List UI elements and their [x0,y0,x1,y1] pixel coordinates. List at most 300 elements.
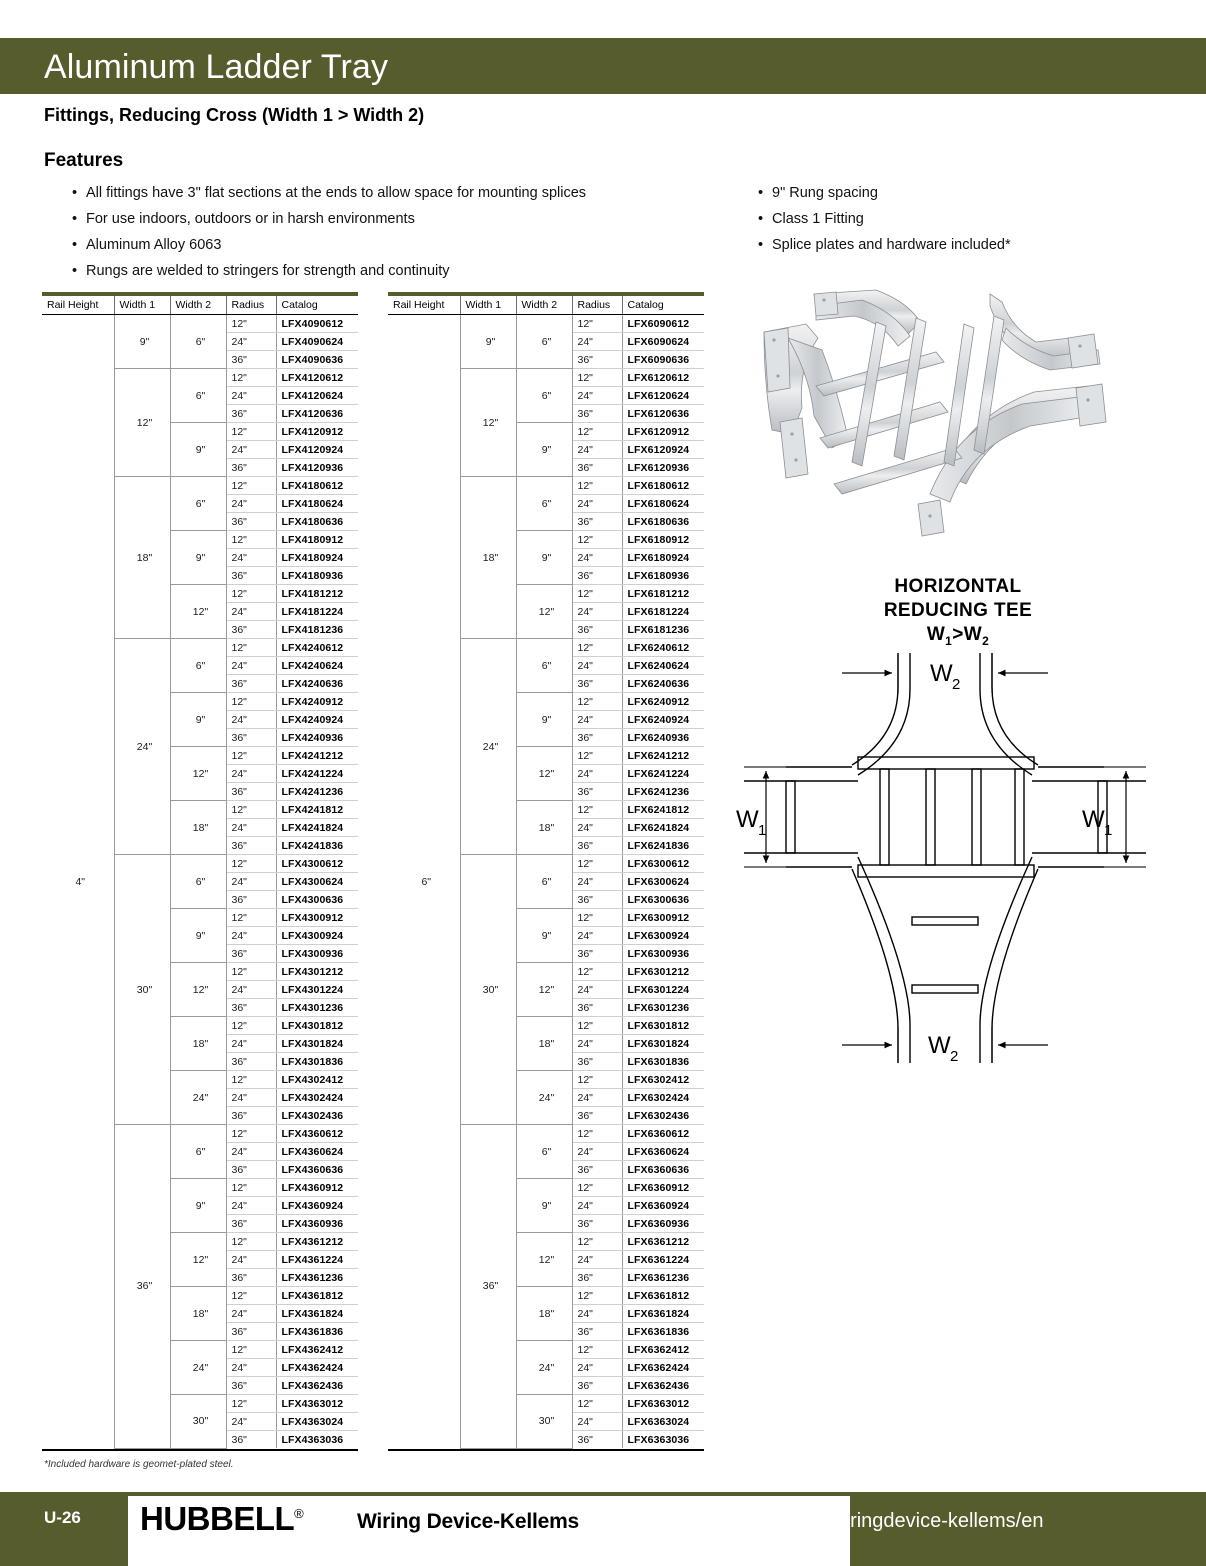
cell-radius: 24" [226,1305,276,1323]
cell-width2: 12" [170,1233,226,1287]
cell-catalog-number: LFX6180612 [622,477,704,495]
cell-radius: 24" [572,495,622,513]
cell-catalog-number: LFX6241812 [622,801,704,819]
cell-width2: 9" [516,531,572,585]
cell-radius: 36" [226,837,276,855]
cell-catalog-number: LFX6301836 [622,1053,704,1071]
page-title: Aluminum Ladder Tray [44,48,389,86]
cell-catalog-number: LFX4300624 [276,873,358,891]
cell-width2: 6" [170,477,226,531]
cell-catalog-number: LFX6363012 [622,1395,704,1413]
cell-catalog-number: LFX6240636 [622,675,704,693]
cell-catalog-number: LFX6362412 [622,1341,704,1359]
cell-radius: 36" [226,729,276,747]
cell-catalog-number: LFX4302436 [276,1107,358,1125]
cell-width2: 24" [170,1341,226,1395]
cell-catalog-number: LFX6120636 [622,405,704,423]
reducing-cross-line-diagram [730,645,1160,1075]
cell-catalog-number: LFX4361836 [276,1323,358,1341]
cell-radius: 24" [572,1413,622,1431]
cell-catalog-number: LFX4241812 [276,801,358,819]
cell-width2: 6" [516,477,572,531]
cell-catalog-number: LFX4240636 [276,675,358,693]
cell-radius: 12" [572,477,622,495]
table-header-row [42,296,358,315]
cell-catalog-number: LFX6361236 [622,1269,704,1287]
cell-catalog-number: LFX6301224 [622,981,704,999]
cell-width2: 9" [516,909,572,963]
cell-catalog-number: LFX4300612 [276,855,358,873]
cell-width2: 30" [516,1395,572,1449]
cell-radius: 36" [572,891,622,909]
cell-radius: 24" [226,1035,276,1053]
cell-radius: 36" [572,621,622,639]
cell-catalog-number: LFX6300924 [622,927,704,945]
cell-catalog-number: LFX6301812 [622,1017,704,1035]
cell-catalog-number: LFX6301212 [622,963,704,981]
cell-width1: 24" [460,639,516,855]
cell-catalog-number: LFX6361824 [622,1305,704,1323]
col-header-radius: Radius [226,296,276,315]
cell-radius: 36" [226,459,276,477]
cell-catalog-number: LFX6240912 [622,693,704,711]
cell-radius: 24" [226,657,276,675]
cell-catalog-number: LFX4090612 [276,315,358,333]
feature-item: • Aluminum Alloy 6063 [72,232,712,258]
brand-logo [140,1500,303,1538]
cell-radius: 12" [572,1395,622,1413]
cell-width1: 36" [460,1125,516,1449]
cell-width1: 9" [460,315,516,369]
cell-radius: 24" [572,549,622,567]
cell-radius: 24" [226,549,276,567]
table-bottom-rule [388,1449,704,1451]
spec-table-left-body [42,315,358,1449]
cell-catalog-number: LFX6240924 [622,711,704,729]
cell-radius: 36" [572,729,622,747]
cell-catalog-number: LFX6240936 [622,729,704,747]
cell-catalog-number: LFX4360924 [276,1197,358,1215]
cell-width2: 9" [170,909,226,963]
spec-table-right-wrapper [388,292,704,1451]
cell-catalog-number: LFX4361824 [276,1305,358,1323]
cell-catalog-number: LFX4241824 [276,819,358,837]
cell-catalog-number: LFX6241224 [622,765,704,783]
cell-catalog-number: LFX4363012 [276,1395,358,1413]
cell-catalog-number: LFX4361212 [276,1233,358,1251]
cell-catalog-number: LFX4300936 [276,945,358,963]
cell-radius: 24" [572,981,622,999]
cell-catalog-number: LFX6241824 [622,819,704,837]
cell-catalog-number: LFX4120912 [276,423,358,441]
diagram-title-w1-sub: 1 [945,633,953,648]
cell-catalog-number: LFX4240936 [276,729,358,747]
cell-width2: 12" [516,1233,572,1287]
cell-catalog-number: LFX4090636 [276,351,358,369]
spec-table-right-body [388,315,704,1449]
cell-radius: 36" [572,1323,622,1341]
cell-catalog-number: LFX4241224 [276,765,358,783]
page-number: U-26 [44,1508,81,1527]
cell-width1: 9" [114,315,170,369]
cell-radius: 12" [226,1341,276,1359]
cell-radius: 24" [226,333,276,351]
cell-radius: 24" [572,441,622,459]
cell-catalog-number: LFX4302424 [276,1089,358,1107]
cell-catalog-number: LFX6360936 [622,1215,704,1233]
cell-radius: 36" [572,1269,622,1287]
cell-width2: 6" [170,315,226,369]
cell-width2: 12" [170,585,226,639]
cell-radius: 24" [226,1413,276,1431]
cell-radius: 12" [226,1125,276,1143]
cell-catalog-number: LFX6361836 [622,1323,704,1341]
cell-radius: 24" [572,1305,622,1323]
cell-radius: 24" [572,819,622,837]
cell-width2: 6" [516,369,572,423]
cell-catalog-number: LFX4120636 [276,405,358,423]
cell-radius: 24" [226,873,276,891]
cell-catalog-number: LFX4241212 [276,747,358,765]
cell-catalog-number: LFX6301236 [622,999,704,1017]
cell-catalog-number: LFX6361812 [622,1287,704,1305]
cell-catalog-number: LFX4240924 [276,711,358,729]
cell-radius: 24" [226,1089,276,1107]
cell-radius: 36" [226,1107,276,1125]
features-heading: Features [44,150,124,171]
cell-catalog-number: LFX4180624 [276,495,358,513]
cell-width1: 12" [114,369,170,477]
cell-catalog-number: LFX4090624 [276,333,358,351]
cell-radius: 24" [572,1359,622,1377]
diagram-label-w2-top-sub: 2 [952,676,961,693]
cell-radius: 36" [226,567,276,585]
cell-radius: 24" [572,1197,622,1215]
cell-width2: 12" [170,747,226,801]
cell-radius: 36" [226,1215,276,1233]
cell-catalog-number: LFX6090612 [622,315,704,333]
cell-catalog-number: LFX6120612 [622,369,704,387]
cell-radius: 36" [572,1161,622,1179]
table-bottom-rule [42,1449,358,1451]
cell-width2: 24" [516,1071,572,1125]
col-header-catalog: Catalog [276,296,358,315]
cell-catalog-number: LFX6361212 [622,1233,704,1251]
cell-catalog-number: LFX6363036 [627,1433,690,1446]
cell-width2: 18" [516,1017,572,1071]
col-header-rail-height: Rail Height [42,296,114,315]
cell-radius: 36" [226,1161,276,1179]
cell-catalog-number: LFX4360912 [276,1179,358,1197]
cell-radius: 24" [572,603,622,621]
cell-width1: 24" [114,639,170,855]
cell-catalog-number: LFX6241836 [622,837,704,855]
table-header-row [388,296,704,315]
cell-catalog-number: LFX4300924 [276,927,358,945]
cell-radius: 36" [572,1107,622,1125]
cell-radius: 24" [226,927,276,945]
cell-catalog-number: LFX4360624 [276,1143,358,1161]
brand-tagline: Wiring Device-Kellems [357,1510,580,1533]
cell-radius: 36" [572,567,622,585]
cell-width2: 12" [516,585,572,639]
cell-radius: 24" [572,765,622,783]
cell-radius: 12" [572,909,622,927]
cell-radius: 12" [572,1233,622,1251]
cell-catalog-number: LFX4301824 [276,1035,358,1053]
diagram-label-w1-right-sub: 1 [1104,822,1113,839]
cell-width2: 6" [170,639,226,693]
cell-width1: 30" [114,855,170,1125]
feature-item: • For use indoors, outdoors or in harsh environments [72,206,712,232]
cell-radius: 12" [572,1341,622,1359]
diagram-label-w1-left-sub: 1 [758,822,767,839]
cell-catalog-number: LFX4360636 [276,1161,358,1179]
spec-table-left [42,296,358,1449]
cell-catalog-number: LFX6241212 [622,747,704,765]
cell-width2: 6" [516,315,572,369]
cell-radius: 24" [572,927,622,945]
cell-radius: 12" [226,963,276,981]
cell-radius: 36" [572,513,622,531]
cell-radius: 24" [572,711,622,729]
feature-item: • All fittings have 3" flat sections at the ends to allow space for mounting splices [72,180,712,206]
cell-radius: 36" [226,1431,276,1449]
cell-radius: 36" [226,891,276,909]
cell-catalog-number: LFX6362424 [622,1359,704,1377]
col-header-radius: Radius [572,296,622,315]
cell-catalog-number: LFX4240624 [276,657,358,675]
cell-catalog-number: LFX4362412 [276,1341,358,1359]
cell-catalog-number: LFX6361224 [622,1251,704,1269]
cell-radius: 12" [226,909,276,927]
cell-radius: 36" [226,999,276,1017]
cell-radius: 12" [572,639,622,657]
cell-radius: 12" [226,531,276,549]
cell-catalog-number: LFX4181212 [276,585,358,603]
cell-radius: 12" [572,315,622,333]
cell-radius: 36" [572,783,622,801]
cell-catalog-number: LFX4241236 [276,783,358,801]
cell-catalog-number: LFX6181212 [622,585,704,603]
diagram-label-w2-bottom: W [928,1032,951,1059]
cell-catalog-number: LFX4301236 [276,999,358,1017]
diagram-title-w1: W [926,624,946,645]
cell-radius: 12" [226,693,276,711]
cell-width2: 18" [516,801,572,855]
cell-width2: 6" [170,855,226,909]
cell-catalog-number: LFX6090636 [622,351,704,369]
cell-radius: 24" [226,603,276,621]
cell-radius: 12" [226,855,276,873]
cell-catalog-number: LFX4180924 [276,549,358,567]
cell-catalog-number: LFX4360936 [276,1215,358,1233]
cell-radius: 36" [572,999,622,1017]
cell-catalog-number: LFX4240612 [276,639,358,657]
cell-catalog-number: LFX6120912 [622,423,704,441]
cell-width2: 6" [516,855,572,909]
cell-catalog-number: LFX6120624 [622,387,704,405]
cell-radius: 12" [226,423,276,441]
cell-catalog-number: LFX4301836 [276,1053,358,1071]
cell-catalog-number: LFX4301212 [276,963,358,981]
cell-catalog-number: LFX4180912 [276,531,358,549]
feature-item: • 9" Rung spacing [758,180,1178,206]
cell-radius: 12" [572,585,622,603]
cell-catalog-number: LFX6302424 [622,1089,704,1107]
cell-radius: 36" [226,783,276,801]
cell-radius: 12" [572,1125,622,1143]
diagram-label-w2-top: W [930,660,953,687]
cell-radius: 36" [572,405,622,423]
cell-radius: 12" [226,477,276,495]
diagram-label-w2-bottom-sub: 2 [950,1048,959,1065]
cell-catalog-number: LFX6300912 [622,909,704,927]
cell-catalog-number: LFX6302412 [622,1071,704,1089]
diagram-title-line1: HORIZONTAL [894,576,1022,597]
cell-catalog-number: LFX4120624 [276,387,358,405]
cell-catalog-number: LFX4240912 [276,693,358,711]
cell-catalog-number: LFX4180936 [276,567,358,585]
cell-radius: 36" [572,945,622,963]
diagram-title-w2-sub: 2 [982,633,990,648]
cell-catalog-number: LFX6300636 [622,891,704,909]
cell-radius: 36" [572,837,622,855]
cell-radius: 12" [226,747,276,765]
cell-radius: 36" [226,1377,276,1395]
table-footnote: *Included hardware is geomet-plated steel. [44,1459,234,1470]
cell-radius: 12" [226,369,276,387]
cell-catalog-number: LFX4120924 [276,441,358,459]
cell-catalog-number: LFX6360912 [622,1179,704,1197]
cell-catalog-number: LFX6362436 [622,1377,704,1395]
cell-width2: 18" [170,1287,226,1341]
cell-width2: 9" [170,423,226,477]
diagram-title [758,575,1158,653]
cell-radius: 12" [572,801,622,819]
cell-radius: 36" [226,1269,276,1287]
cell-radius: 24" [572,1035,622,1053]
cell-radius: 12" [226,1287,276,1305]
cell-catalog-number: LFX4120612 [276,369,358,387]
cell-catalog-number: LFX6181236 [622,621,704,639]
cell-radius: 12" [572,693,622,711]
product-photo [758,288,1158,573]
cell-width2: 6" [516,639,572,693]
table-row [388,315,704,333]
cell-catalog-number: LFX4300636 [276,891,358,909]
cell-radius: 12" [572,963,622,981]
features-list-right [758,180,1178,258]
cell-width1: 18" [114,477,170,639]
cell-radius: 12" [226,1071,276,1089]
cell-radius: 36" [572,1215,622,1233]
cell-radius: 12" [572,1287,622,1305]
cell-width2: 24" [516,1341,572,1395]
col-header-catalog: Catalog [622,296,704,315]
cell-radius: 36" [226,621,276,639]
cell-width2: 18" [170,1017,226,1071]
cell-width2: 18" [516,1287,572,1341]
cell-radius: 12" [226,1395,276,1413]
footer-url[interactable]: www.hubbell.com/wiringdevice-kellems/en [670,1510,1044,1532]
cell-radius: 24" [226,495,276,513]
cell-radius: 36" [226,513,276,531]
cell-catalog-number: LFX4361812 [276,1287,358,1305]
cell-width2: 9" [170,1179,226,1233]
cell-catalog-number: LFX4181236 [276,621,358,639]
cell-width2: 9" [516,423,572,477]
col-header-width2: Width 2 [516,296,572,315]
diagram-title-gt-w2: >W [952,624,983,645]
cell-catalog-number: LFX6240612 [622,639,704,657]
cell-radius: 36" [572,459,622,477]
cell-radius: 36" [226,675,276,693]
page-subtitle: Fittings, Reducing Cross (Width 1 > Width 2) [44,105,425,125]
cell-width2: 6" [170,1125,226,1179]
spec-table-right [388,296,704,1449]
cell-radius: 12" [572,1071,622,1089]
cell-catalog-number: LFX6300936 [622,945,704,963]
cell-catalog-number: LFX6360624 [622,1143,704,1161]
cell-radius: 12" [226,585,276,603]
cell-radius: 12" [226,1233,276,1251]
cell-radius: 12" [572,369,622,387]
cell-catalog-number: LFX6302436 [622,1107,704,1125]
cell-catalog-number: LFX6241236 [622,783,704,801]
cell-catalog-number: LFX4361224 [276,1251,358,1269]
cell-catalog-number: LFX4180612 [276,477,358,495]
diagram-label-w1-left: W [736,806,759,833]
registered-trademark-icon: ® [294,1506,304,1521]
cell-radius: 12" [572,747,622,765]
features-list-left [72,180,712,284]
cell-radius: 36" [226,405,276,423]
cell-radius: 24" [226,1197,276,1215]
cell-catalog-number: LFX4301812 [276,1017,358,1035]
cell-radius: 36" [572,351,622,369]
cell-catalog-number: LFX6363024 [622,1413,704,1431]
cell-catalog-number: LFX6301824 [622,1035,704,1053]
cell-radius: 24" [572,873,622,891]
cell-radius: 24" [226,819,276,837]
cell-catalog-number: LFX6360924 [622,1197,704,1215]
cell-catalog-number: LFX4362424 [276,1359,358,1377]
cell-radius: 24" [572,1089,622,1107]
cell-catalog-number: LFX4361236 [276,1269,358,1287]
cell-catalog-number: LFX4120936 [276,459,358,477]
cell-catalog-number: LFX6360612 [622,1125,704,1143]
cell-radius: 12" [572,423,622,441]
cell-radius: 12" [226,801,276,819]
cell-width2: 12" [170,963,226,1017]
cell-catalog-number: LFX6300612 [622,855,704,873]
cell-width1: 12" [460,369,516,477]
brand-name: HUBBELL [140,1500,295,1537]
cell-catalog-number: LFX4301224 [276,981,358,999]
cell-catalog-number: LFX4363036 [281,1433,344,1446]
cell-width1: 36" [114,1125,170,1449]
cell-width2: 18" [170,801,226,855]
cell-radius: 36" [572,1431,622,1449]
cell-rail-height: 6" [388,315,460,1449]
cell-radius: 36" [226,351,276,369]
cell-catalog-number: LFX4300912 [276,909,358,927]
cell-radius: 36" [572,1053,622,1071]
cell-catalog-number: LFX6180936 [622,567,704,585]
cell-radius: 12" [572,1179,622,1197]
feature-item: • Splice plates and hardware included* [758,232,1178,258]
